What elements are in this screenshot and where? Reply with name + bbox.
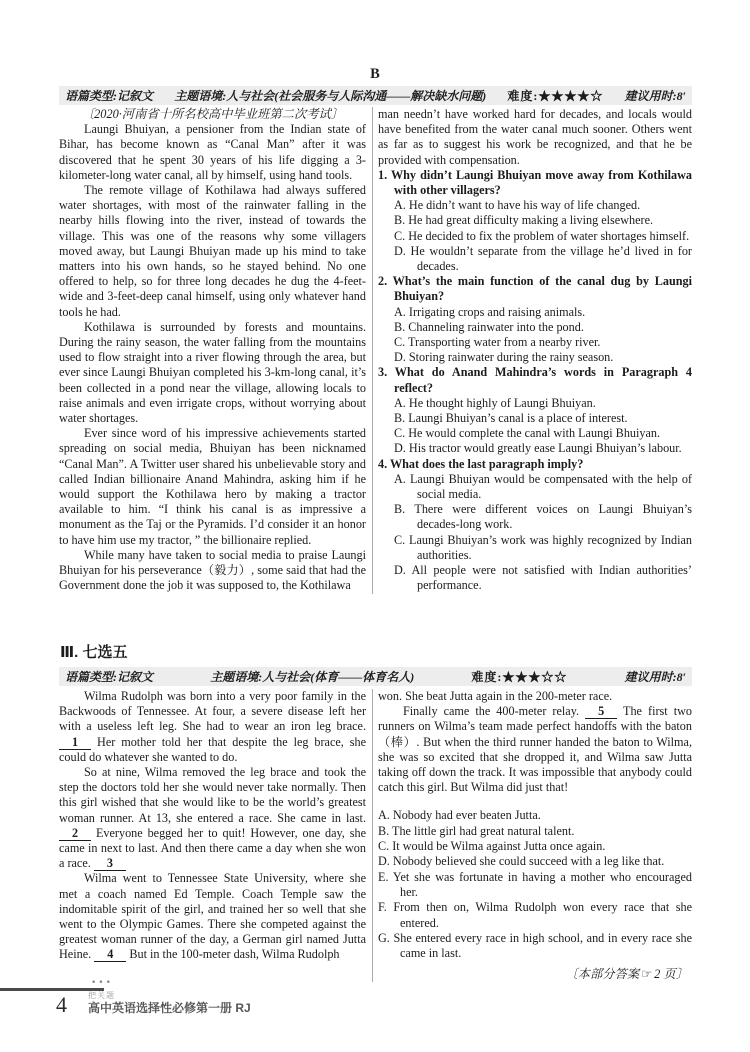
answer-option: B. Laungi Bhuiyan’s canal is a place of interest. — [394, 411, 628, 426]
gap-fill-options — [378, 808, 692, 961]
gap-fill-option: C. It would be Wilma against Jutta once again. — [378, 839, 606, 854]
question-block — [378, 457, 692, 594]
passage-paragraph: man needn’t have worked hard for decades, and locals would have benefited from the water canal much sooner. Others went as far as to suggest his work be recognized, and that he be provided with compensation. — [378, 107, 692, 167]
column-divider — [372, 107, 373, 594]
passage-paragraph: Laungi Bhuiyan, a pensioner from the Indian state of Bihar, has become known as “Canal Man” after it was discovered that he spent 30 years of his life digging a 3-kilometer-long water canal, all by himself, using hand tools. — [59, 122, 366, 182]
passage-paragraph: Finally came the 400-meter relay. 5 The first two runners on Wilma’s team made perfect handoffs with the baton（棒）. But when the third runner handed the baton to Wilma, she was so excited that she dropped it, and Wilma saw Jutta taking off down the track. It was impossible that anybody could catch this girl. But Wilma did just that! — [378, 704, 692, 795]
theme-label: 主题语境:人与社会(社会服务与人际沟通——解决缺水问题) — [174, 89, 487, 103]
answer-option: A. He thought highly of Laungi Bhuiyan. — [394, 395, 596, 410]
reading-b-columns — [59, 107, 692, 594]
page-footer — [0, 978, 750, 1042]
passage-paragraph: While many have taken to social media to praise Laungi Bhuiyan for his perseverance（毅力）, some said that had the Government done the job it was supposed to, the Kothilawa — [59, 547, 366, 593]
passage-paragraph: So at nine, Wilma removed the leg brace and took the step the doctors told her she would never take normally. Then this girl wished that she would like to be the world’s greatest woman runner. At 13, she entered a race. She came in last. 2 Everyone begged her to quit! However, one day, she came in next to last. And then there came a day when she won a race. 3 — [59, 765, 366, 871]
gap-fill-option: F. From then on, Wilma Rudolph won every race that she entered. — [378, 900, 692, 930]
passage-letter: B — [370, 66, 380, 82]
gap-fill-option: E. Yet she was fortunate in having a mother who encouraged her. — [378, 869, 692, 899]
answer-option: C. He would complete the canal with Laungi Bhuiyan. — [394, 426, 661, 441]
difficulty-stars: 难度:★★★★☆ — [507, 89, 604, 103]
question-block — [378, 274, 692, 365]
answer-option: B. He had great difficulty making a living elsewhere. — [394, 213, 654, 228]
answer-option: D. All people were not satisfied with Indian authorities’ performance. — [394, 563, 692, 593]
passage-paragraph: The remote village of Kothilawa had always suffered water shortages, with most of the rainwater falling in the nearby hills flowing into the river, instead of towards the village. This was one of the reasons why some villagers moved away, but Laungi Bhuiyan made up his mind to take matters into his own hands, so he stayed behind. No one offered to help, so for three long decades he dug the 4-feet-wide and 3-feet-deep canal himself, using only whatever hand tools he had. — [59, 183, 366, 319]
suggested-time-label: 建议用时:8′ — [624, 89, 686, 103]
question-block — [378, 365, 692, 456]
section-3-right-column — [378, 689, 692, 982]
question-stem: 2. What’s the main function of the canal dug by Laungi Bhuiyan? — [378, 274, 692, 304]
answer-note — [378, 964, 692, 982]
section-3-meta-bar — [59, 667, 692, 686]
source-citation: 〔2020·河南省十所名校高中毕业班第二次考试〕 — [81, 107, 344, 121]
gap-blank-4: 4 — [94, 947, 126, 962]
gap-blank-5: 5 — [585, 704, 617, 719]
passage-paragraph: Kothilawa is surrounded by forests and mountains. During the rainy season, the water falling from the mountains used to flow straight into a river flowing through the area, but ever since Laungi Bhuiyan completed his 3-km-long canal, it’s been collected in a pond near the village, allowing locals to raise animals and even irrigate crops, without worrying about water shortages. — [59, 319, 366, 426]
column-divider — [372, 689, 373, 982]
pointer-hand-icon: ☞ — [641, 967, 653, 982]
section-3-passage — [59, 689, 366, 963]
answer-option: A. Laungi Bhuiyan would be compensated with the help of social media. — [394, 471, 692, 502]
gap-fill-option: B. The little girl had great natural talent. — [378, 823, 575, 838]
gap-blank-1: 1 — [59, 735, 91, 750]
answer-option: A. He didn’t want to have his way of life changed. — [394, 198, 641, 213]
section-3-title: Ⅲ. 七选五 — [60, 644, 128, 661]
answer-option: D. Storing rainwater during the rainy season. — [394, 350, 614, 365]
answer-option: C. Transporting water from a nearby river. — [394, 335, 601, 350]
reading-b-left-column — [59, 107, 366, 594]
passage-paragraph: Wilma went to Tennessee State University, where she met a coach named Ed Temple. Coach Temple saw the indomitable spirit of the girl, and trained her so well that she went to the Olympic Games. There she competed against the greatest woman runner of the day, a German girl named Jutta Heine. 4 But in the 100-meter dash, Wilma Rudolph — [59, 871, 366, 962]
gap-blank-3: 3 — [94, 856, 126, 871]
section-3-passage-continuation — [378, 689, 692, 795]
text-type-label: 语篇类型:记叙文 — [65, 670, 153, 684]
answer-option: B. Channeling rainwater into the pond. — [394, 319, 584, 334]
question-stem: 1. Why didn’t Laungi Bhuiyan move away from Kothilawa with other villagers? — [378, 167, 692, 198]
section-3-left-column — [59, 689, 366, 982]
question-stem: 3. What do Anand Mahindra’s words in Paragraph 4 reflect? — [378, 365, 692, 395]
answer-note-page: 2 页〕 — [654, 967, 688, 982]
section-3-columns — [59, 689, 692, 982]
answer-note-text: 〔本部分答案 — [565, 967, 640, 982]
reading-b-questions — [378, 168, 692, 594]
reading-b-passage — [59, 122, 366, 593]
answer-option: D. His tractor would greatly ease Laungi Bhuiyan’s labour. — [394, 441, 682, 456]
suggested-time-label: 建议用时:8′ — [624, 670, 686, 684]
gap-fill-option: A. Nobody had ever beaten Jutta. — [378, 808, 541, 823]
text-type-label: 语篇类型:记叙文 — [65, 89, 153, 103]
gap-fill-option: G. She entered every race in high school, and in every race she came in last. — [378, 930, 692, 961]
reading-b-meta-bar — [59, 86, 692, 105]
answer-option: D. He wouldn’t separate from the village he’d lived in for decades. — [394, 243, 692, 274]
question-stem: 4. What does the last paragraph imply? — [378, 456, 584, 471]
page-number: 4 — [56, 992, 67, 1017]
footer-dots: ••• — [91, 978, 113, 988]
passage-paragraph: Wilma Rudolph was born into a very poor family in the Backwoods of Tennessee. At four, a severe disease left her with a useless left leg. She had to wear an iron leg brace. 1 Her mother told her that despite the leg brace, she could do whatever she wanted to do. — [59, 689, 366, 764]
answer-option: B. There were different voices on Laungi Bhuiyan’s decades-long work. — [394, 502, 692, 532]
theme-label: 主题语境:人与社会(体育——体育名人) — [210, 670, 415, 684]
answer-option: C. He decided to fix the problem of water shortages himself. — [394, 228, 690, 243]
difficulty-stars: 难度:★★★☆☆ — [471, 670, 568, 684]
passage-paragraph: Ever since word of his impressive achievements started spreading on social media, Bhuiyan has been nicknamed “Canal Man”. A Twitter user shared his unbelievable story and called Indian billionaire Anand Mahindra, asking him if he would support the Kothilawa hero by making a tractor available to him. “I think his canal is as impressive a monument as the Taj or the Pyramids. I’d consider it an honor to have him use my tractor, ” the billionaire replied. — [59, 426, 366, 547]
answer-option: A. Irrigating crops and raising animals. — [394, 304, 586, 319]
question-block — [378, 168, 692, 274]
reading-b-right-column — [378, 107, 692, 594]
gap-blank-2: 2 — [59, 826, 91, 841]
series-label: 把关题 — [88, 991, 115, 1000]
gap-fill-option: D. Nobody believed she could succeed with a leg like that. — [378, 854, 665, 869]
answer-option: C. Laungi Bhuiyan’s work was highly recognized by Indian authorities. — [394, 532, 692, 562]
book-title: 高中英语选择性必修第一册 RJ — [88, 1001, 251, 1015]
passage-paragraph: won. She beat Jutta again in the 200-meter race. — [378, 689, 613, 703]
